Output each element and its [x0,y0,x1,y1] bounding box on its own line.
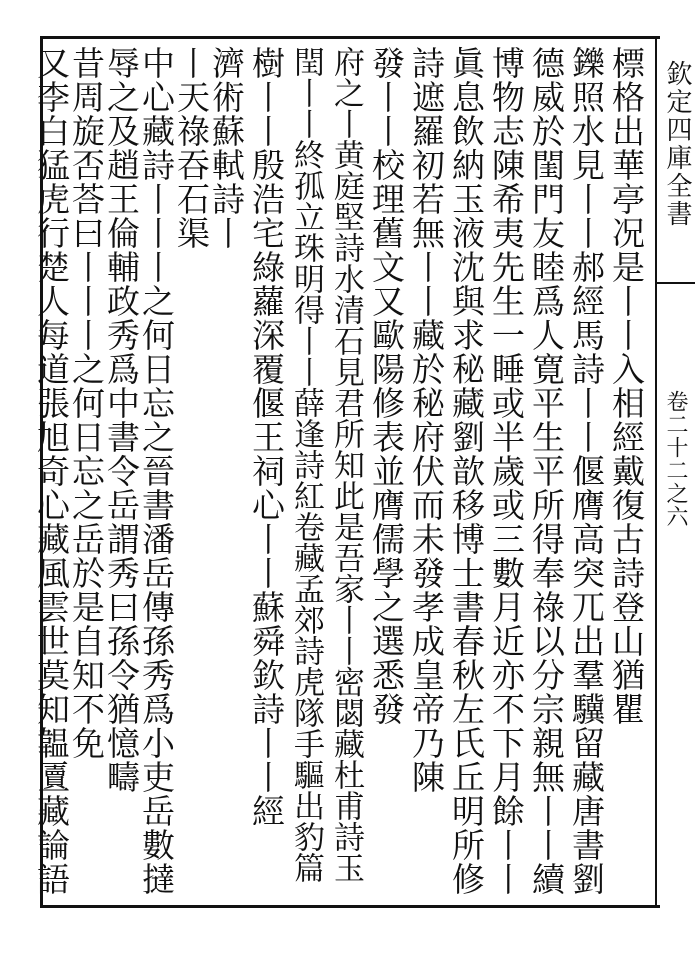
text-column-13: 中心藏詩丨丨丨之何日忘之晉書潘岳傳孫秀爲小吏岳數撻 [137,46,176,896]
text-column-12: 丨天祿吞石渠 [172,46,211,250]
volume-number: 卷二十二之六 [663,390,688,528]
text-column-4: 博物志陳希夷先生一睡或半歲或三數月近亦不下月餘丨丨 [487,46,526,896]
text-column-14: 辱之及趙王倫輔政秀爲中書令岳謂秀曰孫令猶憶疇 [102,46,141,794]
text-column-6: 詩遮羅初若無丨丨藏於秘府伏而未發孝成皇帝乃陳 [407,46,446,794]
book-title: 欽定四庫全書 [662,60,692,228]
fold-mark [655,282,695,284]
text-column-16: 又李白猛虎行楚人每道張旭奇心藏風雲世莫知韞匵藏論語 [32,46,71,896]
text-column-8: 府之丨黄庭堅詩水清石見君所知此是吾家丨丨密閟藏杜甫詩玉 [328,46,364,883]
text-column-10: 樹丨丨殷浩宅綠蘿深覆偃王祠心丨丨蘇舜欽詩丨丨經 [247,46,286,828]
text-column-7: 發丨丨校理舊文又歐陽修表並膺儒學之選悉發 [367,46,406,726]
text-column-2: 鑠照水見丨丨郝經馬詩丨丨偃膺高突兀出羣驥留藏唐書劉 [567,46,606,896]
text-column-5: 眞息飲納玉液沈與求秘藏劉歆移博士書春秋左氏丘明所修 [447,46,486,896]
text-column-15: 昔周旋否荅曰丨丨丨之何日忘之岳於是自知不免 [67,46,106,760]
text-column-1: 標格出華亭况是丨丨入相經戴復古詩登山猶瞿 [607,46,646,726]
text-column-3: 德威於閨門友睦爲人寛平生平所得奉祿以分宗親無丨丨續 [527,46,566,896]
text-column-9: 閏丨丨終孤立珠明得丨丨薛逢詩紅卷藏孟郊詩虎隊手驅出豹篇 [288,46,324,883]
text-column-11: 濟術蘇軾詩丨 [207,46,246,250]
